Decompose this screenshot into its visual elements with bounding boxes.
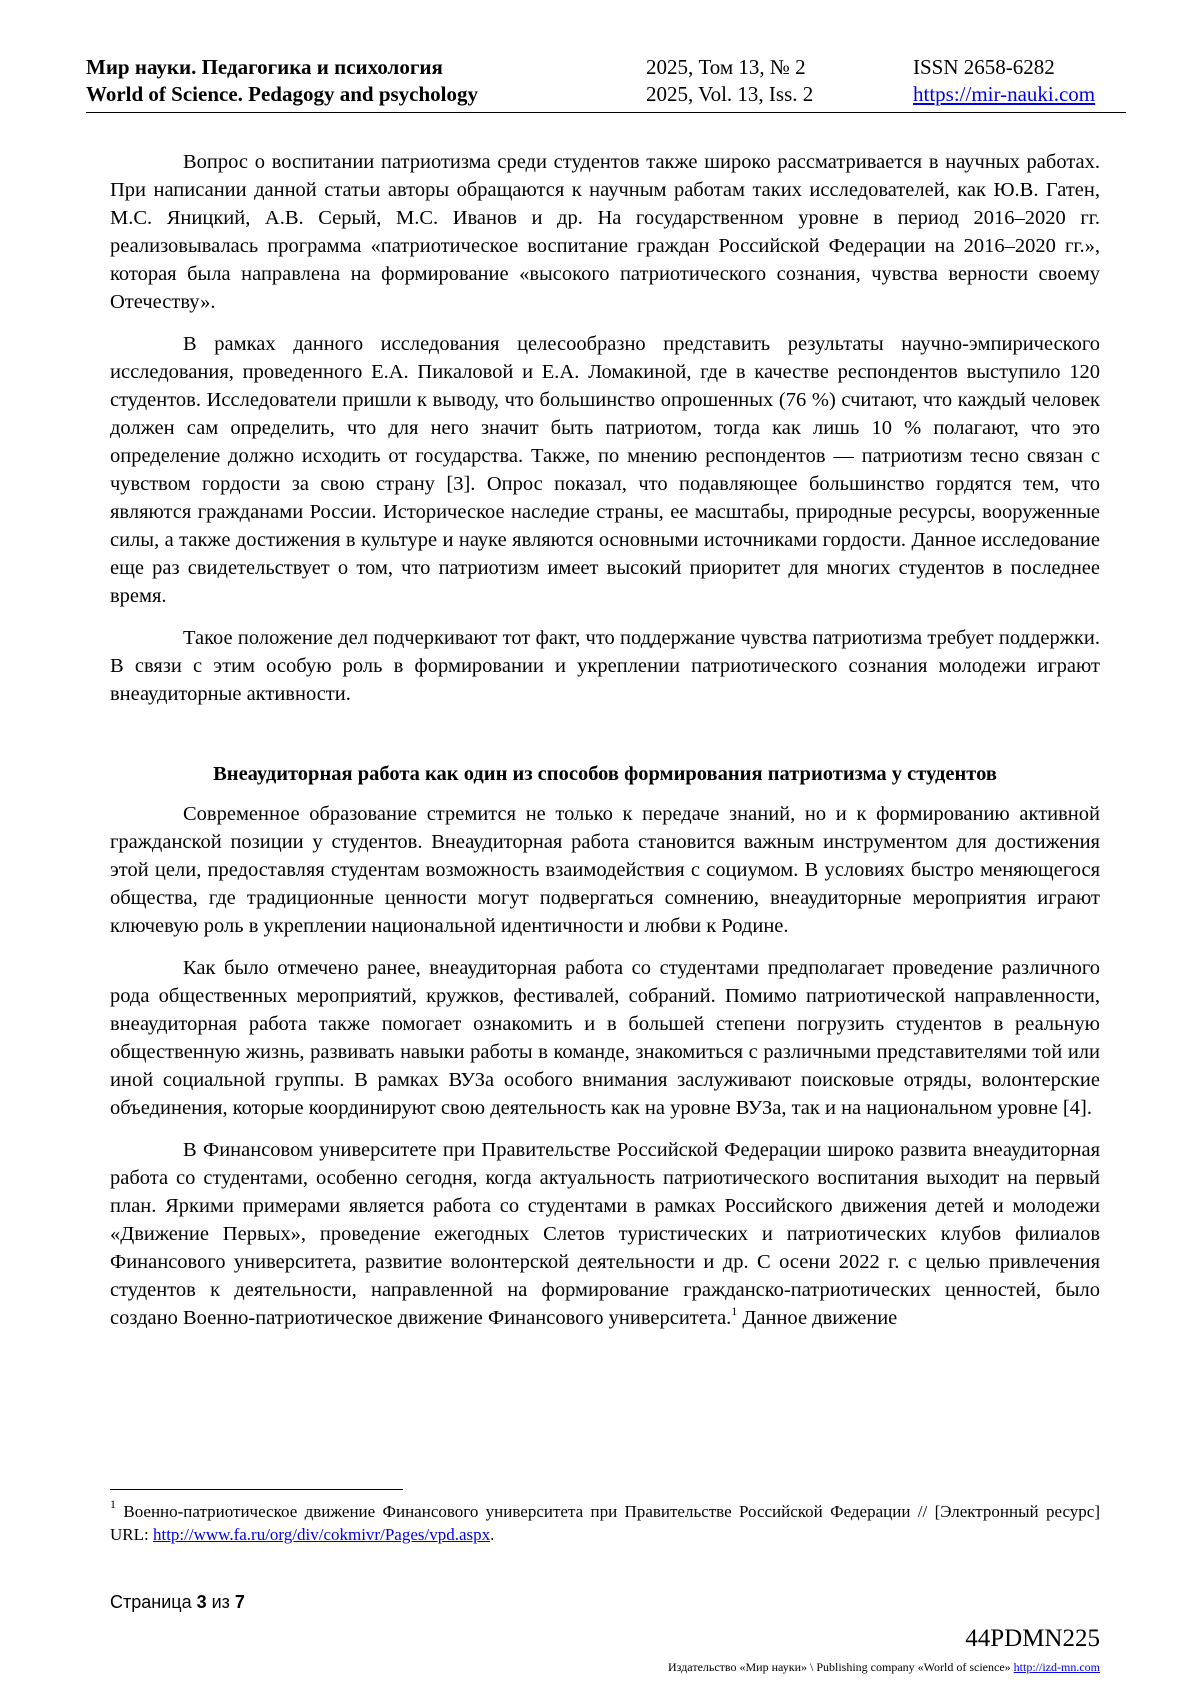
footnote-link[interactable]: http://www.fa.ru/org/div/cokmivr/Pages/vpd.aspx: [152, 1525, 491, 1544]
publisher-link[interactable]: http://izd-mn.com: [1013, 1660, 1100, 1674]
paragraph-3: Такое положение дел подчеркивают тот факт, что поддержание чувства патриотизма требует поддержки. В связи с этим особую роль в формировании и укреплении патриотического сознания молодежи играют внеаудиторные активности.: [110, 627, 1100, 705]
footnote-text: Военно-патриотическое движение Финансового университета при Правительстве Российской Федерации // [Электронный ресурс] URL:: [110, 1502, 1100, 1544]
footnote-end: .: [490, 1525, 495, 1544]
publisher-text: Издательство «Мир науки» \ Publishing company «World of science»: [668, 1660, 1014, 1674]
paragraph-1: Вопрос о воспитании патриотизма среди студентов также широко рассматривается в научных работах. При написании данной статьи авторы обращаются к научным работам таких исследователей, как Ю.В. Гатен, М.С. Яницкий, А.В. Серый, М.С. Иванов и др. На государственном уровне в период 2016–2020 гг. реализовывалась программа «патриотическое воспитание граждан Российской Федерации на 2016–2020 гг.», которая была направлена на формирование «высокого патриотического сознания, чувства верности своему Отечеству».: [110, 151, 1100, 313]
paragraph-4: Современное образование стремится не только к передаче знаний, но и к формированию активной гражданской позиции у студентов. Внеаудиторная работа становится важным инструментом для достижения этой цели, предоставляя студентам возможность взаимодействия с социумом. В условиях быстро меняющегося общества, где традиционные ценности могут подвергаться сомнению, внеаудиторные мероприятия играют ключевую роль в укреплении национальной идентичности и любви к Родине.: [110, 803, 1100, 937]
publisher-line: [668, 1660, 1100, 1675]
issue-en: 2025, Vol. 13, Iss. 2: [646, 82, 814, 106]
section-heading: Внеаудиторная работа как один из способов формирования патриотизма у студентов: [213, 763, 997, 785]
footnote-ref[interactable]: 1: [731, 1304, 738, 1318]
issue-ru: 2025, Том 13, № 2: [646, 55, 806, 79]
paragraph-2: В рамках данного исследования целесообразно представить результаты научно-эмпирического исследования, проведенного Е.А. Пикаловой и Е.А. Ломакиной, где в качестве респондентов выступило 120 студентов. Исследователи пришли к выводу, что большинство опрошенных (76 %) считают, что каждый человек должен сам определить, что для него значит быть патриотом, тогда как лишь 10 % полагают, что это определение должно исходить от государства. Также, по мнению респондентов — патриотизм тесно связан с чувством гордости за свою страну [3]. Опрос показал, что подавляющее большинство гордятся тем, что являются гражданами России. Историческое наследие страны, ее масштабы, природные ресурсы, вооруженные силы, а также достижения в культуре и науке являются основными источниками гордости. Данное исследование еще раз свидетельствует о том, что патриотизм имеет высокий приоритет для многих студентов в последнее время.: [110, 333, 1100, 607]
issn-block: [913, 54, 1095, 108]
issn: ISSN 2658-6282: [913, 55, 1055, 79]
page-number: [110, 1592, 245, 1613]
journal-title: [86, 54, 478, 108]
footnote-divider: [110, 1489, 403, 1490]
page-of: из: [206, 1592, 235, 1612]
paragraph-6: [110, 1136, 1100, 1332]
journal-title-ru: Мир науки. Педагогика и психология: [86, 55, 443, 79]
paragraph-5: Как было отмечено ранее, внеаудиторная работа со студентами предполагает проведение различного рода общественных мероприятий, кружков, фестивалей, собраний. Помимо патриотической направленности, внеаудиторная работа также помогает ознакомить и в большей степени погрузить студентов в реальную общественную жизнь, развивать навыки работы в команде, знакомиться с различными представителями той или иной социальной группы. В рамках ВУЗа особого внимания заслуживают поисковые отряды, волонтерские объединения, которые координируют свою деятельность как на уровне ВУЗа, так и на национальном уровне [4].: [110, 957, 1100, 1119]
journal-site-link[interactable]: https://mir-nauki.com: [913, 82, 1096, 106]
journal-title-en: World of Science. Pedagogy and psychology: [86, 82, 479, 106]
paragraph-6-tail: Данное движение: [737, 1307, 898, 1329]
article-code: 44PDMN225: [965, 1625, 1100, 1652]
page-current: 3: [196, 1592, 207, 1612]
running-header: [86, 50, 1126, 113]
footnote: [110, 1497, 1100, 1546]
page-word: Страница: [110, 1592, 197, 1612]
paragraph-6-text: В Финансовом университете при Правительстве Российской Федерации широко развита внеаудиторная работа со студентами, особенно сегодня, когда актуальность патриотического воспитания выходит на первый план. Яркими примерами является работа со студентами в рамках Российского движения детей и молодежи «Движение Первых», проведение ежегодных Слетов туристических и патриотических клубов филиалов Финансового университета, развитие волонтерской деятельности и др. С осени 2022 г. с целью привлечения студентов к деятельности, направленной на формирование гражданско-патриотических ценностей, было создано Военно-патриотическое движение Финансового университета.: [110, 1139, 1100, 1329]
issue-info: [646, 54, 813, 108]
page-total: 7: [234, 1592, 245, 1612]
footnote-mark: 1: [110, 1497, 116, 1511]
article-body: [110, 148, 1100, 1346]
